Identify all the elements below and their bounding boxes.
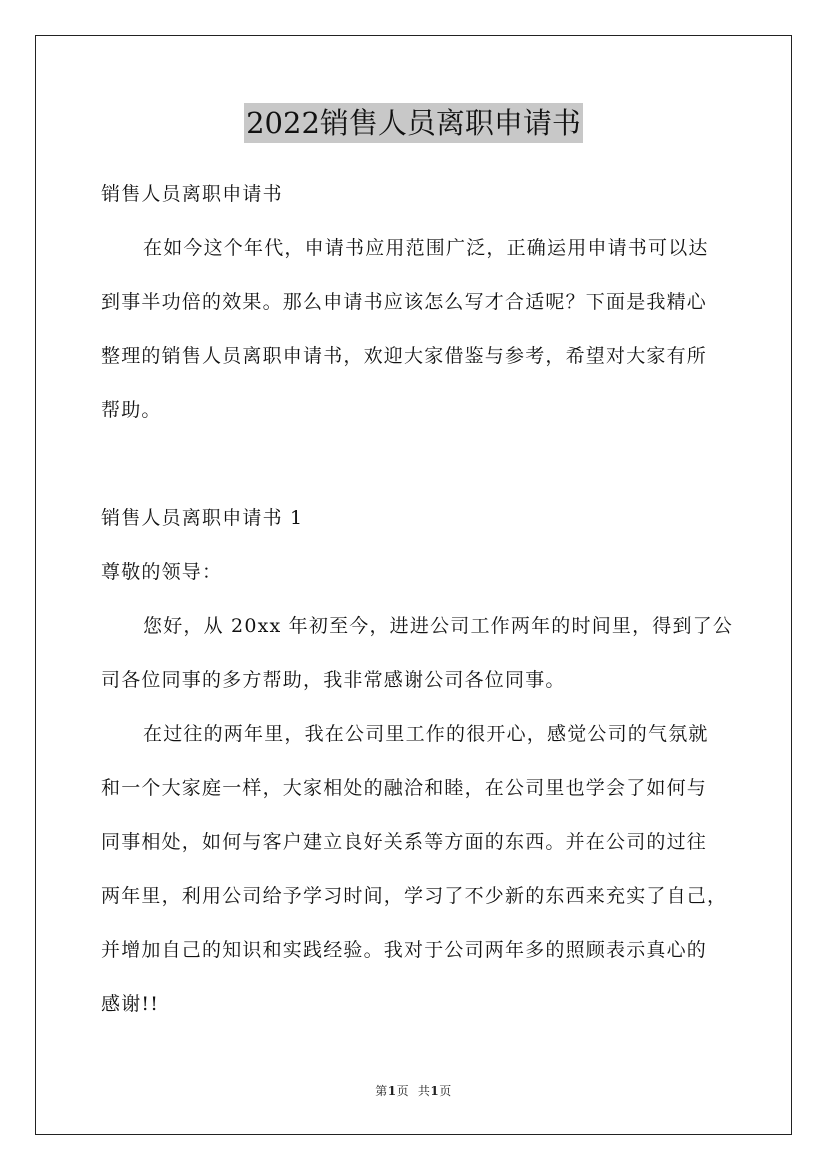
paragraph-line: 同事相处，如何与客户建立良好关系等方面的东西。并在公司的过往 [101,831,708,853]
footer-total-suffix: 页 [439,1084,452,1098]
paragraph-line: 司各位同事的多方帮助，我非常感谢公司各位同事。 [101,669,566,691]
paragraph-line: 在如今这个年代，申请书应用范围广泛，正确运用申请书可以达 [143,237,709,259]
paragraph-line: 在过往的两年里，我在公司里工作的很开心，感觉公司的气氛就 [143,723,709,745]
paragraph-line: 到事半功倍的效果。那么申请书应该怎么写才合适呢？下面是我精心 [101,291,708,313]
footer-total-prefix: 共 [417,1084,431,1098]
footer-page-suffix: 页 [396,1084,410,1098]
paragraph-line: 并增加自己的知识和实践经验。我对于公司两年多的照顾表示真心的 [101,939,708,961]
section-heading: 销售人员离职申请书 1 [101,507,304,529]
page-footer [0,1082,827,1099]
paragraph-line: 感谢!! [101,993,160,1015]
footer-page-prefix: 第 [375,1084,388,1098]
footer-total-number: 1 [430,1084,440,1098]
paragraph-line: 帮助。 [101,399,162,421]
document-title: 2022销售人员离职申请书 [244,103,583,143]
paragraph-line: 两年里，利用公司给予学习时间，学习了不少新的东西来充实了自己， [101,885,728,907]
footer-page-number: 1 [387,1084,397,1098]
paragraph-line: 和一个大家庭一样，大家相处的融洽和睦，在公司里也学会了如何与 [101,777,708,799]
subtitle-line: 销售人员离职申请书 [101,183,283,205]
paragraph-line: 您好，从 20xx 年初至今，进进公司工作两年的时间里，得到了公 [143,615,734,637]
salutation: 尊敬的领导： [101,561,223,583]
paragraph-line: 整理的销售人员离职申请书，欢迎大家借鉴与参考，希望对大家有所 [101,345,708,367]
title-container [0,103,827,143]
